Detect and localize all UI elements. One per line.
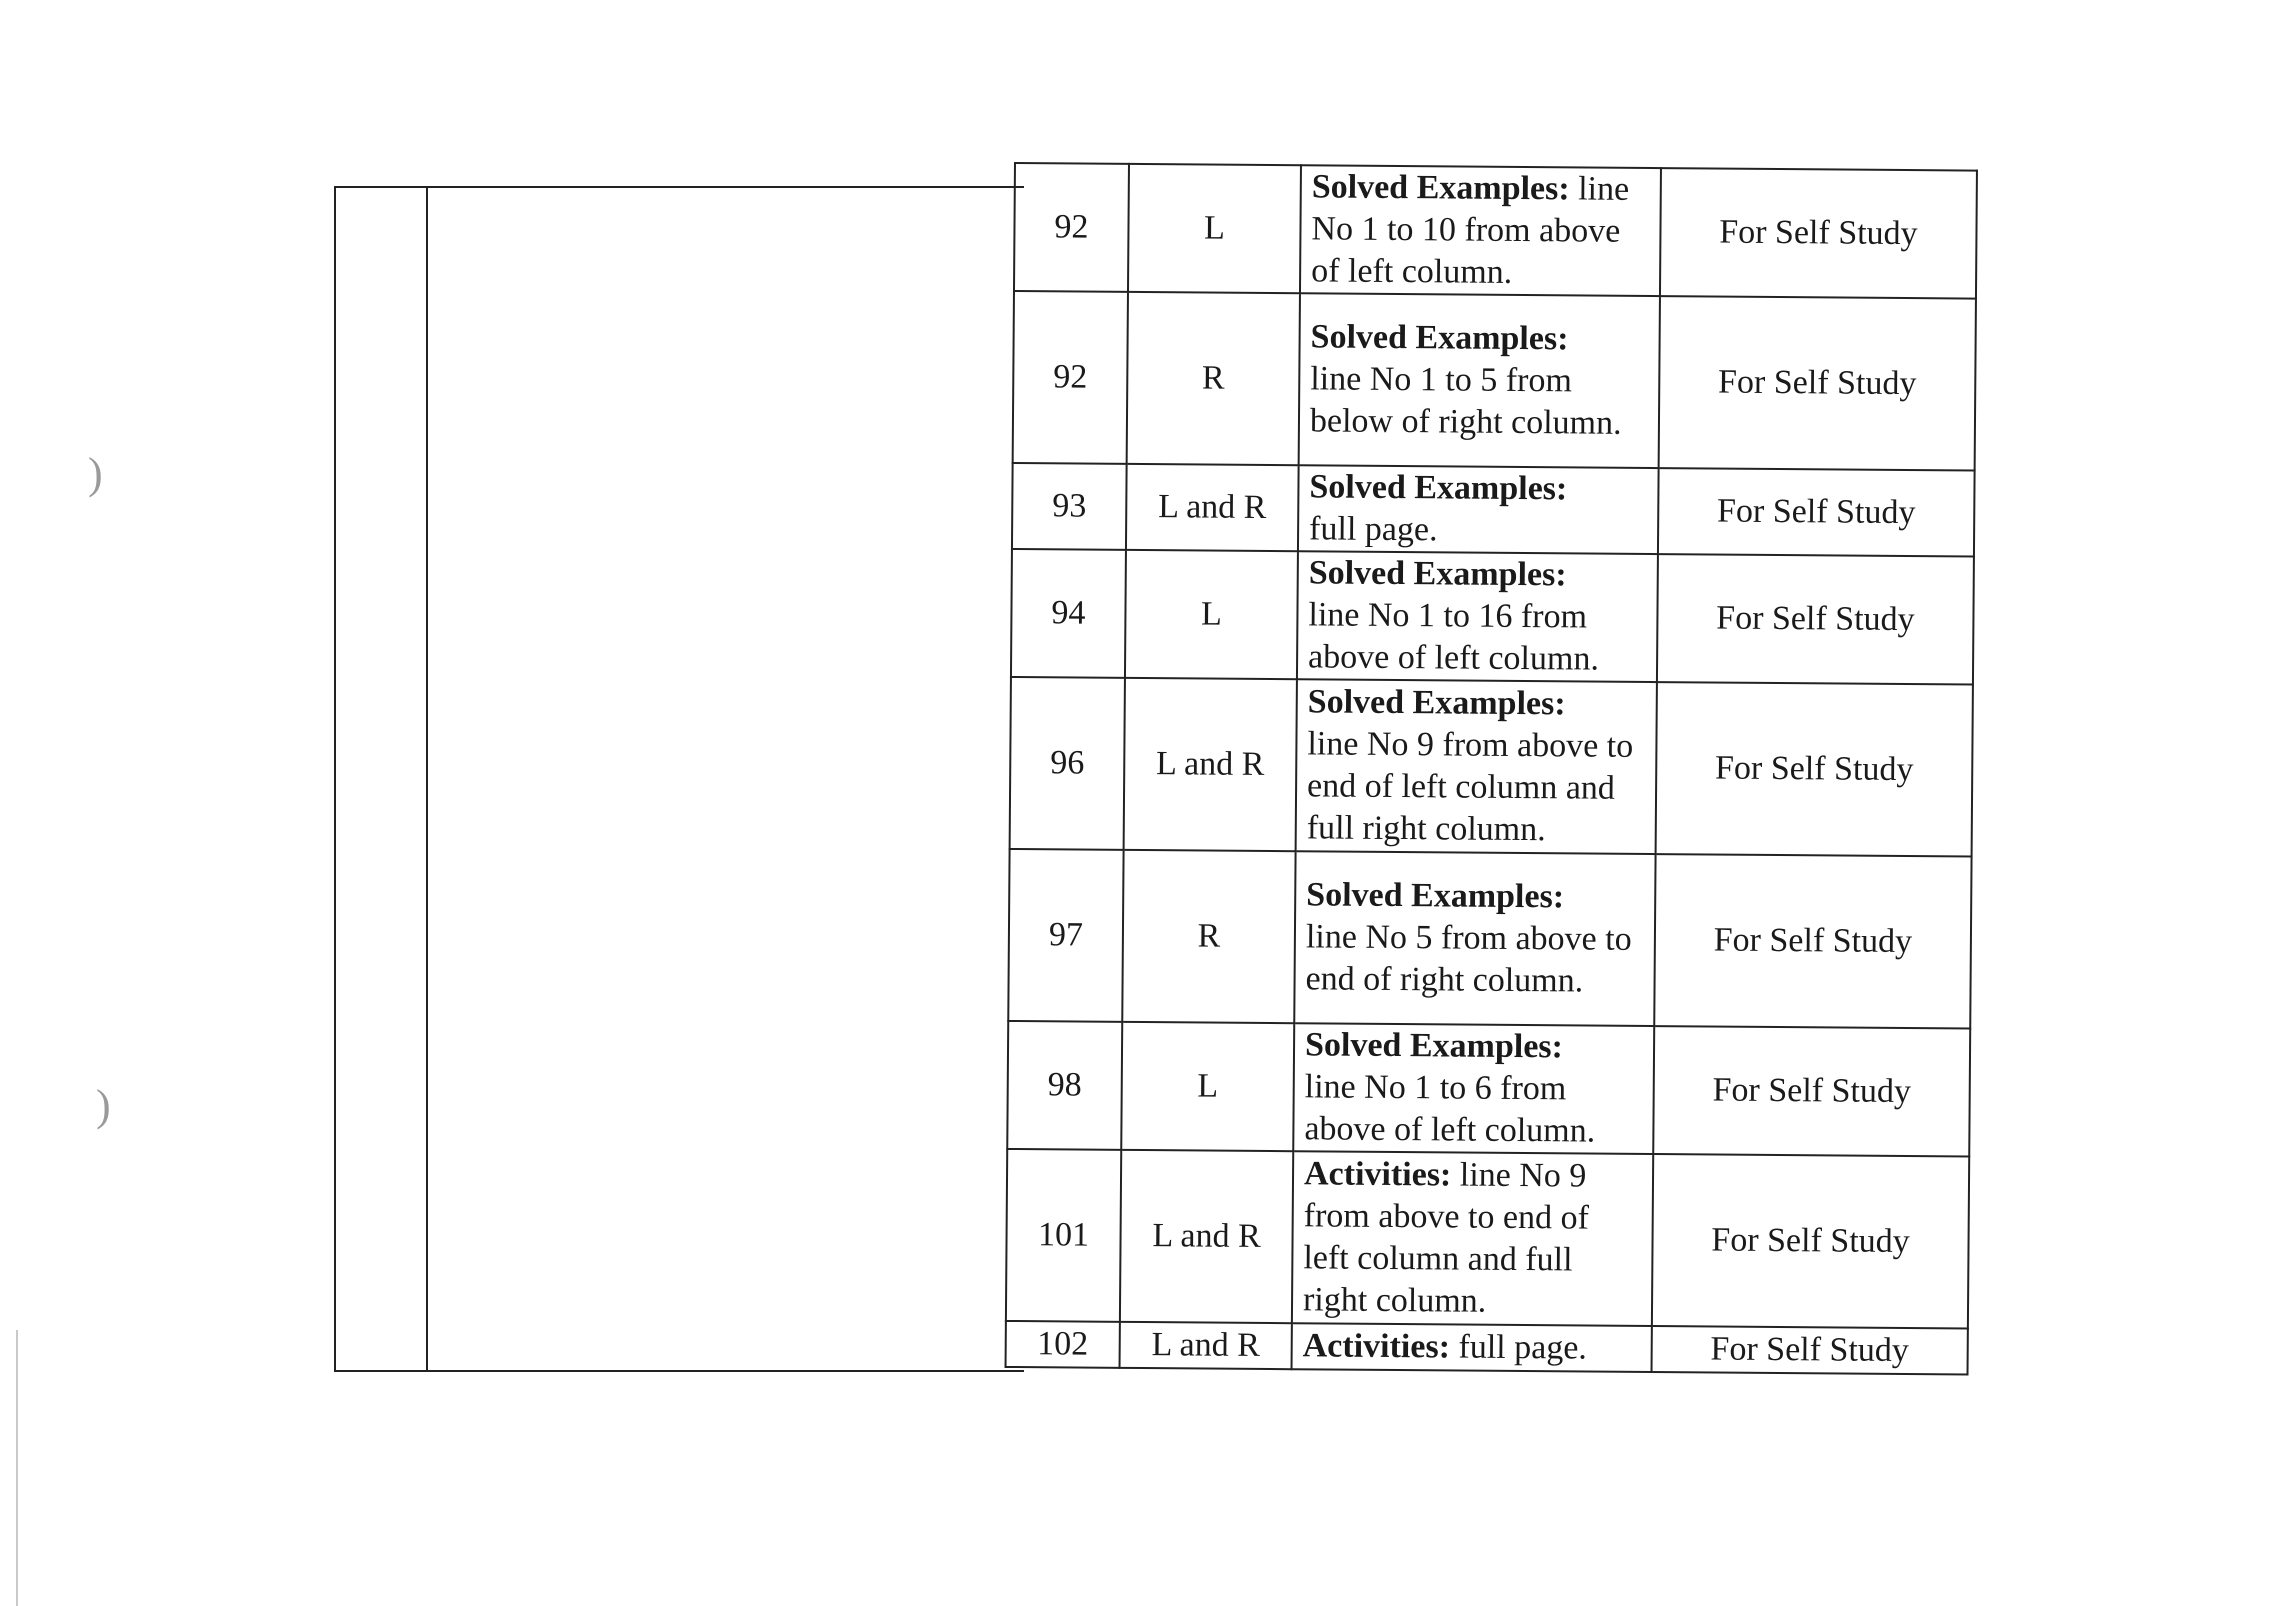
table-row: [1013, 291, 1976, 471]
description-text: line No 9 from above to end of left column and full right column.: [1302, 1156, 1590, 1320]
description-heading: Solved Examples:: [1311, 168, 1570, 208]
page-number-cell: 94: [1011, 549, 1126, 678]
remark-cell: For Self Study: [1660, 168, 1977, 298]
table-row: [1006, 1321, 1968, 1375]
description-heading: Solved Examples:: [1306, 876, 1565, 916]
remark-cell: For Self Study: [1656, 682, 1973, 856]
scan-edge-line: [16, 1330, 18, 1606]
column-cell: L and R: [1126, 464, 1299, 551]
description-text: line No 5 from above to end of right column.: [1305, 918, 1632, 1000]
description-cell: [1296, 679, 1657, 854]
remark-cell: For Self Study: [1657, 554, 1974, 684]
description-text: line No 1 to 16 from above of left column.: [1307, 596, 1600, 678]
description-heading: Solved Examples:: [1304, 1026, 1564, 1066]
table-row: [1012, 463, 1975, 557]
column-cell: L: [1128, 164, 1301, 293]
column-cell: L and R: [1124, 678, 1297, 851]
description-cell: [1298, 465, 1659, 554]
syllabus-table: [1005, 162, 1978, 1376]
page-number-cell: 102: [1006, 1321, 1120, 1368]
column-cell: L and R: [1120, 1150, 1293, 1323]
page-number-cell: 98: [1007, 1021, 1122, 1150]
column-cell: L: [1121, 1022, 1294, 1151]
description-cell: [1292, 1151, 1653, 1326]
description-heading: Solved Examples:: [1310, 318, 1569, 358]
description-heading: Solved Examples:: [1309, 468, 1568, 508]
description-text: line No 1 to 10 from above of left column.: [1311, 170, 1630, 291]
remark-cell: For Self Study: [1653, 1026, 1970, 1156]
description-cell: [1300, 165, 1661, 296]
scan-mark-1: ): [88, 449, 103, 498]
page-number-cell: 92: [1014, 163, 1129, 292]
remark-cell: For Self Study: [1654, 854, 1971, 1028]
remark-cell: For Self Study: [1658, 468, 1975, 556]
column-cell: R: [1127, 292, 1300, 465]
page-number-cell: 97: [1008, 849, 1123, 1022]
description-cell: [1299, 293, 1660, 468]
description-text: line No 9 from above to end of left column and full right column.: [1306, 725, 1634, 849]
column-cell: L: [1125, 550, 1298, 679]
table-row: [1010, 677, 1973, 857]
description-heading: Solved Examples:: [1307, 683, 1566, 723]
description-heading: Activities:: [1303, 1155, 1452, 1194]
description-cell: [1297, 551, 1658, 682]
description-text: full page.: [1458, 1328, 1588, 1367]
description-cell: [1294, 851, 1655, 1026]
table-row: [1011, 549, 1974, 685]
table-row: [1014, 163, 1977, 299]
remark-cell: For Self Study: [1659, 296, 1976, 470]
description-heading: Solved Examples:: [1308, 554, 1567, 594]
remark-cell: For Self Study: [1652, 1154, 1969, 1328]
page-number-cell: 92: [1013, 291, 1128, 464]
description-heading: Activities:: [1302, 1327, 1451, 1366]
table-row: [1006, 1149, 1969, 1329]
left-table-columns: [334, 186, 1024, 1372]
description-text: line No 1 to 5 from below of right column.: [1309, 360, 1622, 442]
merged-topic-cell: [428, 188, 1024, 1370]
table-row: [1007, 1021, 1970, 1157]
description-text: full page.: [1308, 510, 1438, 549]
page-number-cell: 101: [1006, 1149, 1121, 1322]
remark-cell: For Self Study: [1652, 1326, 1968, 1374]
description-cell: [1292, 1323, 1652, 1372]
description-cell: [1293, 1023, 1654, 1154]
page-number-cell: 96: [1010, 677, 1125, 850]
column-cell: L and R: [1120, 1322, 1292, 1369]
description-text: line No 1 to 6 from above of left column.: [1304, 1068, 1596, 1150]
column-cell: R: [1122, 850, 1295, 1023]
page-number-cell: 93: [1012, 463, 1127, 550]
table-row: [1008, 849, 1971, 1029]
scan-mark-2: ): [96, 1081, 111, 1130]
